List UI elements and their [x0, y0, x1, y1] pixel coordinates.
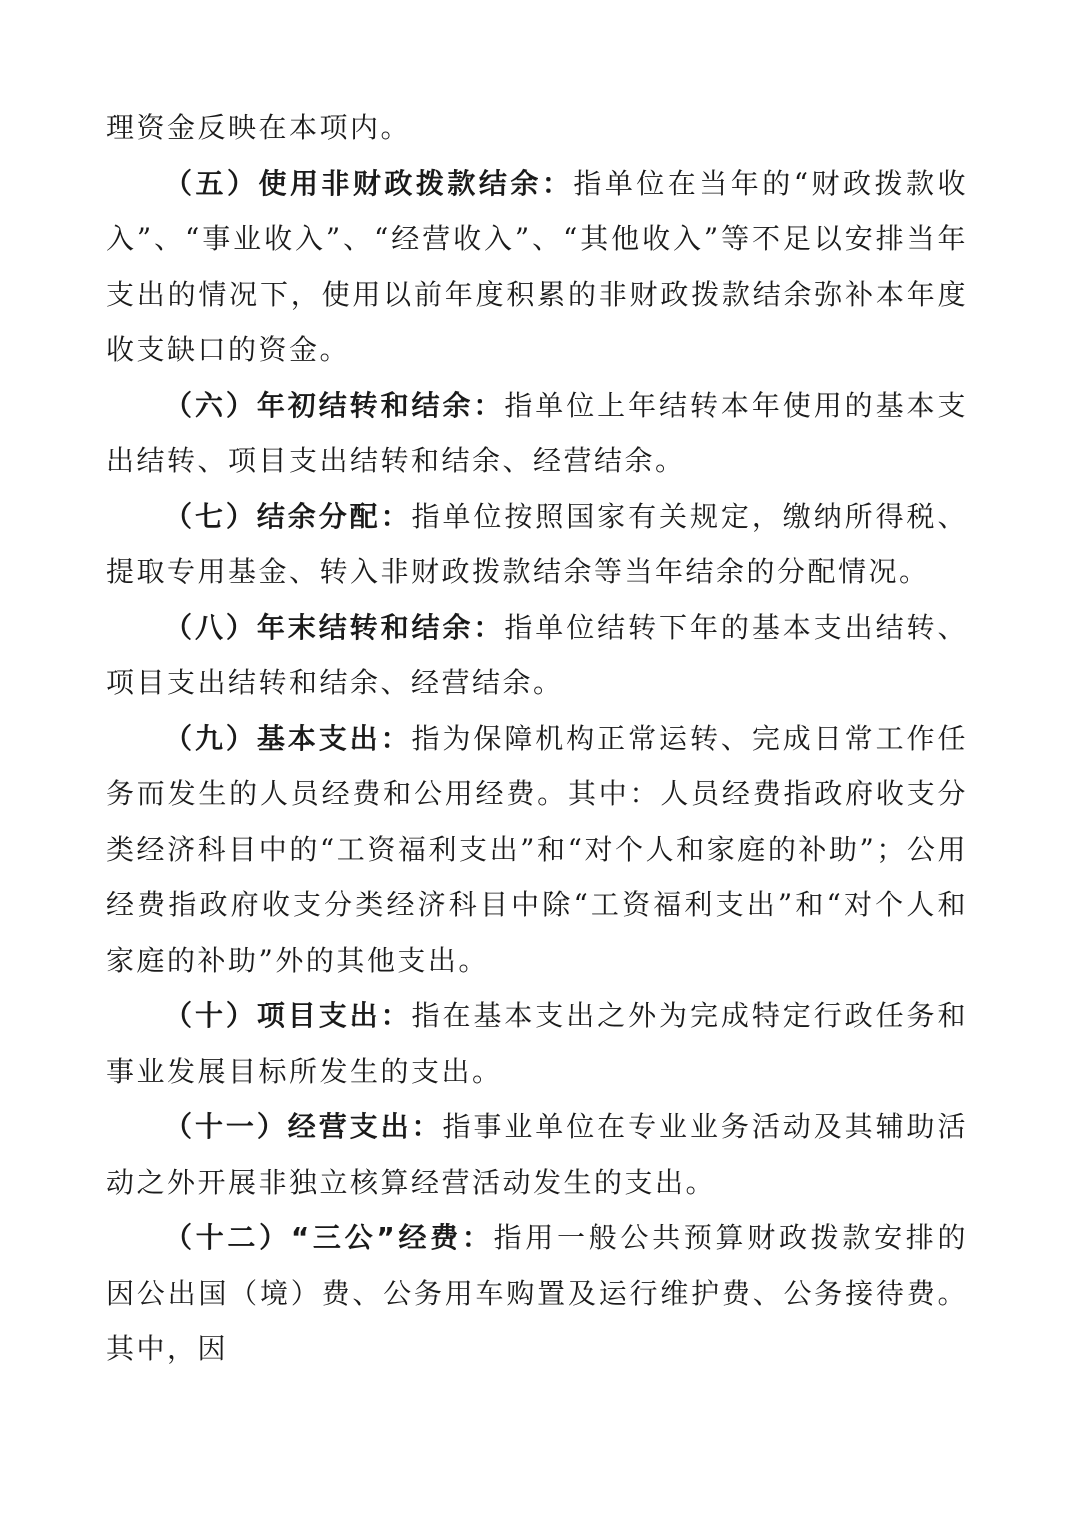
paragraph-text: 指单位上年结转本年使用的基本支出结转、项目支出结转和结余、经营结余。: [106, 388, 968, 477]
paragraph-text: 指用一般公共预算财政拨款安排的因公出国（境）费、公务用车购置及运行维护费、公务接待费。其中，因: [106, 1221, 968, 1365]
paragraph-three-public-expenses: [106, 1210, 968, 1377]
paragraph-surplus-distribution: [106, 489, 968, 600]
paragraph-text: 指事业单位在专业业务活动及其辅助活动之外开展非独立核算经营活动发生的支出。: [106, 1110, 968, 1199]
paragraph-non-fiscal-surplus-use: [106, 156, 968, 378]
paragraph-term: （十二）“三公”经费：: [164, 1221, 494, 1254]
paragraph-term: （十一）经营支出：: [164, 1110, 443, 1143]
paragraph-term: （七）结余分配：: [164, 499, 412, 533]
paragraph-continuation: [106, 100, 968, 156]
paragraph-basic-expenditure: [106, 711, 968, 989]
document-body: [106, 100, 968, 1377]
paragraph-text: 指单位在当年的“财政拨款收入”、“事业收入”、“经营收入”、“其他收入”等不足以安排当年支出的情况下，使用以前年度积累的非财政拨款结余弥补本年度收支缺口的资金。: [106, 166, 968, 366]
paragraph-closing-carryover: [106, 600, 968, 711]
paragraph-term: （十）项目支出：: [164, 999, 412, 1032]
paragraph-term: （九）基本支出：: [164, 721, 412, 755]
paragraph-term: （六）年初结转和结余：: [164, 388, 505, 422]
paragraph-term: （五）使用非财政拨款结余：: [164, 166, 574, 200]
paragraph-text: 指单位结转下年的基本支出结转、项目支出结转和结余、经营结余。: [106, 610, 968, 699]
paragraph-text: 指为保障机构正常运转、完成日常工作任务而发生的人员经费和公用经费。其中：人员经费指政府收支分类经济科目中的“工资福利支出”和“对个人和家庭的补助”；公用经费指政府收支分类经济科目中除“工资福利支出”和“对个人和家庭的补助”外的其他支出。: [106, 721, 968, 977]
paragraph-opening-carryover: [106, 378, 968, 489]
paragraph-text: 指单位按照国家有关规定，缴纳所得税、提取专用基金、转入非财政拨款结余等当年结余的分配情况。: [106, 499, 968, 588]
paragraph-operating-expenditure: [106, 1099, 968, 1210]
paragraph-project-expenditure: [106, 988, 968, 1099]
paragraph-text: 理资金反映在本项内。: [106, 111, 412, 144]
paragraph-term: （八）年末结转和结余：: [164, 610, 505, 644]
paragraph-text: 指在基本支出之外为完成特定行政任务和事业发展目标所发生的支出。: [106, 999, 968, 1088]
